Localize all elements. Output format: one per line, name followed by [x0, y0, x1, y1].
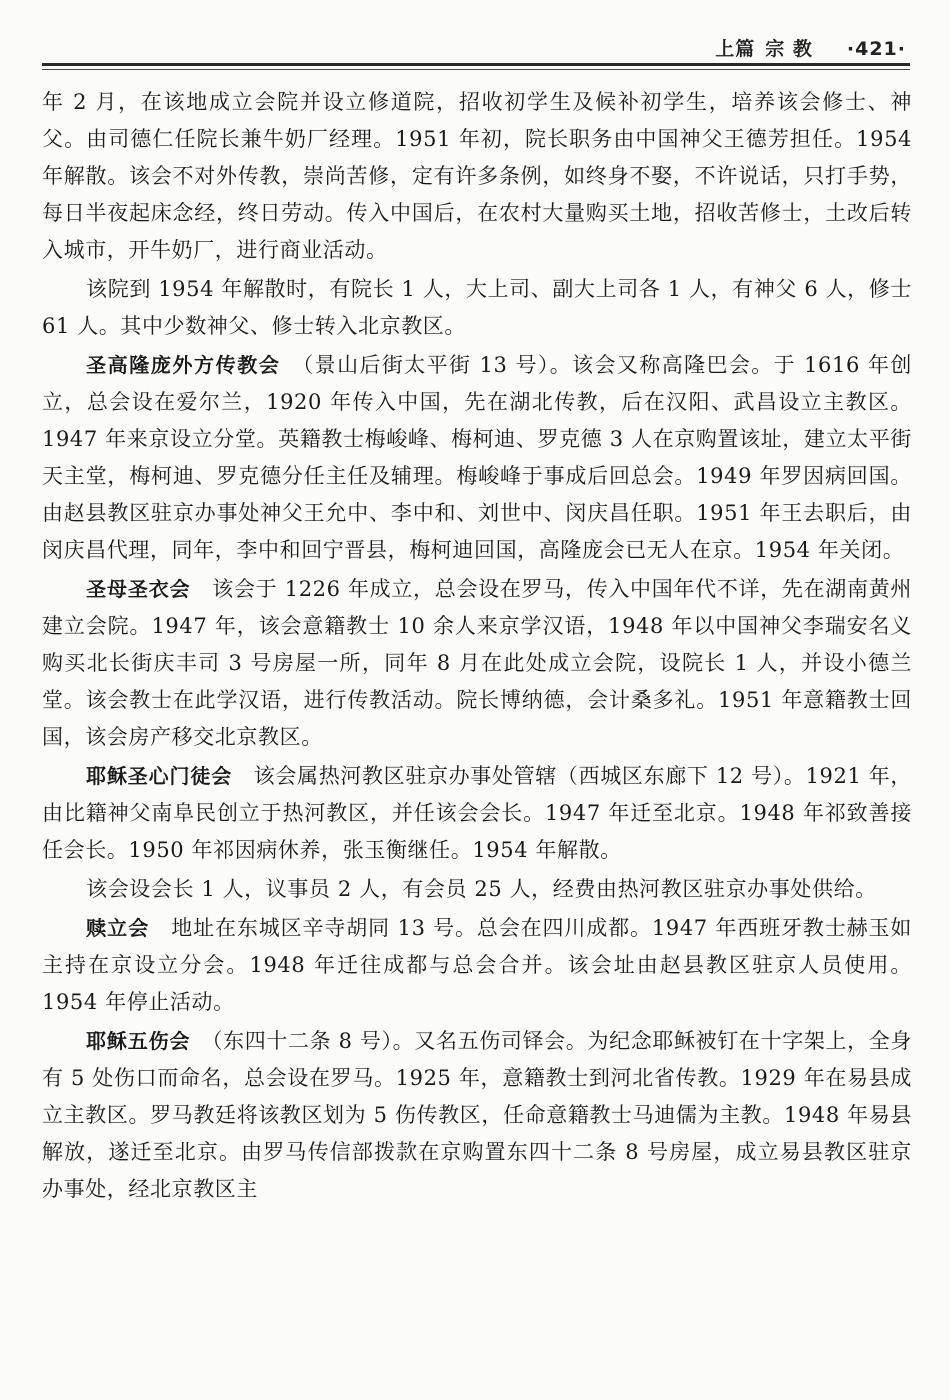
paragraph-columban-society — [42, 347, 912, 569]
paragraph-text: （东四十二条 8 号）。又名五伤司铎会。为纪念耶稣被钉在十字架上，全身有 5 处伤口而命名，总会设在罗马。1925 年，意籍教士到河北省传教。1929 年在易县成立主教区。罗马教廷将该教区划为 5 伤传教区，任命意籍教士马迪儒为主教。1948 年易县解放，遂迁至北京。由罗马传信部拨款在京购置东四十二条 8 号房屋，成立易县教区驻京办事处，经北京教区主 — [42, 1029, 913, 1201]
entry-heading: 圣高隆庞外方传教会 — [86, 353, 281, 377]
entry-heading: 耶稣五伤会 — [86, 1029, 191, 1053]
paragraph-text: 该会设会长 1 人，议事员 2 人，有会员 25 人，经费由热河教区驻京办事处供给。 — [86, 877, 877, 901]
section-label — [715, 38, 813, 60]
paragraph-text: 地址在东城区辛寺胡同 13 号。总会在四川成都。1947 年西班牙教士赫玉如主持在京设立分会。1948 年迁往成都与总会合并。该会址由赵县教区驻京人员使用。1954 年停止活动。 — [42, 916, 912, 1014]
header-rule-thick — [42, 63, 910, 66]
section-part: 上篇 — [715, 38, 756, 60]
paragraph-trappist-staff — [42, 271, 912, 345]
running-header — [715, 34, 906, 61]
paragraph-text: 该院到 1954 年解散时，有院长 1 人，大上司、副大上司各 1 人，有神父 6 人，修士 61 人。其中少数神父、修士转入北京教区。 — [42, 277, 912, 338]
entry-heading: 耶稣圣心门徒会 — [86, 764, 233, 788]
paragraph-text: 年 2 月，在该地成立会院并设立修道院，招收初学生及候补初学生，培养该会修士、神父。由司德仁任院长兼牛奶厂经理。1951 年初，院长职务由中国神父王德芳担任。1954 年解散。该会不对外传教，崇尚苦修，定有许多条例，如终身不娶，不许说话，只打手势，每日半夜起床念经，终日劳动。传入中国后，在农村大量购买土地，招收苦修士，土改后转入城市，开牛奶厂，进行商业活动。 — [42, 90, 912, 262]
paragraph-disciples-sacred-heart — [42, 758, 912, 869]
header-rule-thin — [42, 69, 910, 70]
paragraph-text: （景山后街太平街 13 号）。该会又称高隆巴会。于 1616 年创立，总会设在爱尔兰，1920 年传入中国，先在湖北传教，后在汉阳、武昌设立主教区。1947 年来京设立分堂。英籍教士梅峻峰、梅柯迪、罗克德 3 人在京购置该址，建立太平街天主堂，梅柯迪、罗克德分任主任及辅理。梅峻峰于事成后回总会。1949 年罗因病回国。由赵县教区驻京办事处神父王允中、李中和、刘世中、闵庆昌任职。1951 年王去职后，由闵庆昌代理，同年，李中和回宁晋县，梅柯迪回国，高隆庞会已无人在京。1954 年关闭。 — [42, 353, 912, 562]
entry-heading: 赎立会 — [86, 916, 150, 940]
paragraph-redemptorists — [42, 910, 912, 1021]
entry-heading: 圣母圣衣会 — [86, 577, 191, 601]
paragraph-text: 该会于 1226 年成立，总会设在罗马，传入中国年代不详，先在湖南黄州建立会院。1947 年，该会意籍教士 10 余人来京学汉语，1948 年以中国神父李瑞安名义购买北长街庆丰司 3 号房屋一所，同年 8 月在此处成立会院，设院长 1 人，并设小德兰堂。该会教士在此学汉语，进行传教活动。院长博纳德，会计桑多礼。1951 年意籍教士回国，该会房产移交北京教区。 — [42, 577, 912, 749]
paragraph-continuation — [42, 84, 912, 269]
section-title: 宗 教 — [765, 38, 813, 60]
paragraph-text: 该会属热河教区驻京办事处管辖（西城区东廊下 12 号）。1921 年，由比籍神父南阜民创立于热河教区，并任该会会长。1947 年迁至北京。1948 年祁致善接任会长。1950 年祁因病休养，张玉衡继任。1954 年解散。 — [42, 764, 912, 862]
body-text — [42, 84, 912, 1210]
page-number: ·421· — [846, 38, 906, 60]
paragraph-passionists — [42, 1023, 912, 1208]
paragraph-disciples-staff — [42, 871, 912, 908]
paragraph-carmelite-order — [42, 571, 912, 756]
